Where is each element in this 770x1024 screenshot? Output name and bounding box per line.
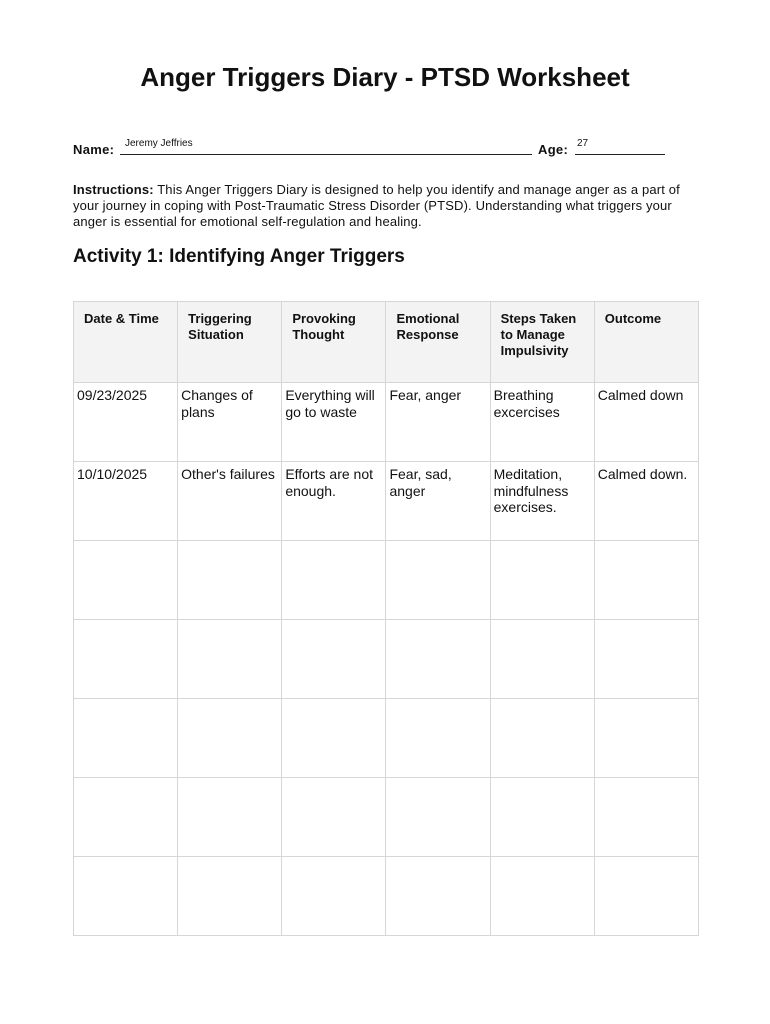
table-row xyxy=(74,620,699,699)
table-cell[interactable] xyxy=(74,620,178,699)
table-cell[interactable] xyxy=(74,541,178,620)
activity-heading: Activity 1: Identifying Anger Triggers xyxy=(73,246,405,267)
name-underline xyxy=(120,154,532,155)
column-header: Provoking Thought xyxy=(282,302,386,383)
column-header: Emotional Response xyxy=(386,302,490,383)
table-cell[interactable] xyxy=(178,778,282,857)
table-cell[interactable]: Meditation, mindfulness exercises. xyxy=(490,462,594,541)
table-cell[interactable] xyxy=(490,620,594,699)
table-cell[interactable] xyxy=(386,620,490,699)
table-cell[interactable]: Other's failures xyxy=(178,462,282,541)
table-row xyxy=(74,778,699,857)
age-value[interactable]: 27 xyxy=(577,138,589,149)
column-header: Steps Taken to Manage Impulsivity xyxy=(490,302,594,383)
column-header: Outcome xyxy=(594,302,698,383)
name-age-row xyxy=(73,138,673,160)
table-cell[interactable]: Calmed down. xyxy=(594,462,698,541)
table-cell[interactable] xyxy=(386,541,490,620)
table-cell[interactable] xyxy=(386,857,490,936)
table-cell[interactable] xyxy=(178,699,282,778)
instructions-label: Instructions: xyxy=(73,182,154,197)
table-cell[interactable]: 10/10/2025 xyxy=(74,462,178,541)
table-cell[interactable]: Changes of plans xyxy=(178,383,282,462)
age-label: Age: xyxy=(538,142,569,157)
name-label: Name: xyxy=(73,142,115,157)
table-cell[interactable] xyxy=(594,620,698,699)
table-cell[interactable] xyxy=(74,857,178,936)
table-cell[interactable] xyxy=(490,778,594,857)
instructions-text: This Anger Triggers Diary is designed to help you identify and manage anger as a part of your journey in coping with Post-Traumatic Stress Disorder (PTSD). Understanding what triggers your anger is essential for emotional self-regulation and healing. xyxy=(73,182,680,229)
table-cell[interactable]: Fear, anger xyxy=(386,383,490,462)
table-cell[interactable] xyxy=(74,699,178,778)
table-cell[interactable] xyxy=(282,857,386,936)
table-cell[interactable] xyxy=(282,620,386,699)
table-cell[interactable]: Efforts are not enough. xyxy=(282,462,386,541)
column-header: Triggering Situation xyxy=(178,302,282,383)
table-cell[interactable]: Everything will go to waste xyxy=(282,383,386,462)
table-header-row xyxy=(74,302,699,383)
table-cell[interactable] xyxy=(178,857,282,936)
table-cell[interactable] xyxy=(282,778,386,857)
table-cell[interactable] xyxy=(594,541,698,620)
column-header: Date & Time xyxy=(74,302,178,383)
table-cell[interactable] xyxy=(594,778,698,857)
table-row xyxy=(74,462,699,541)
table-cell[interactable] xyxy=(74,778,178,857)
table-row xyxy=(74,857,699,936)
name-value[interactable]: Jeremy Jeffries xyxy=(125,138,193,149)
table-cell[interactable]: 09/23/2025 xyxy=(74,383,178,462)
table-cell[interactable] xyxy=(490,699,594,778)
table-cell[interactable] xyxy=(490,857,594,936)
table-cell[interactable]: Breathing excercises xyxy=(490,383,594,462)
table-cell[interactable] xyxy=(282,541,386,620)
table-cell[interactable] xyxy=(178,620,282,699)
table-cell[interactable] xyxy=(386,778,490,857)
table-cell[interactable] xyxy=(386,699,490,778)
table-cell[interactable] xyxy=(490,541,594,620)
instructions xyxy=(73,182,703,230)
table-cell[interactable] xyxy=(282,699,386,778)
page-title: Anger Triggers Diary - PTSD Worksheet xyxy=(140,62,630,92)
table-row xyxy=(74,383,699,462)
age-underline xyxy=(575,154,665,155)
anger-triggers-table xyxy=(73,301,699,936)
table-cell[interactable]: Fear, sad, anger xyxy=(386,462,490,541)
table-row xyxy=(74,699,699,778)
table-body xyxy=(74,383,699,936)
table-cell[interactable] xyxy=(594,699,698,778)
table-cell[interactable]: Calmed down xyxy=(594,383,698,462)
table-cell[interactable] xyxy=(594,857,698,936)
table-cell[interactable] xyxy=(178,541,282,620)
table-row xyxy=(74,541,699,620)
